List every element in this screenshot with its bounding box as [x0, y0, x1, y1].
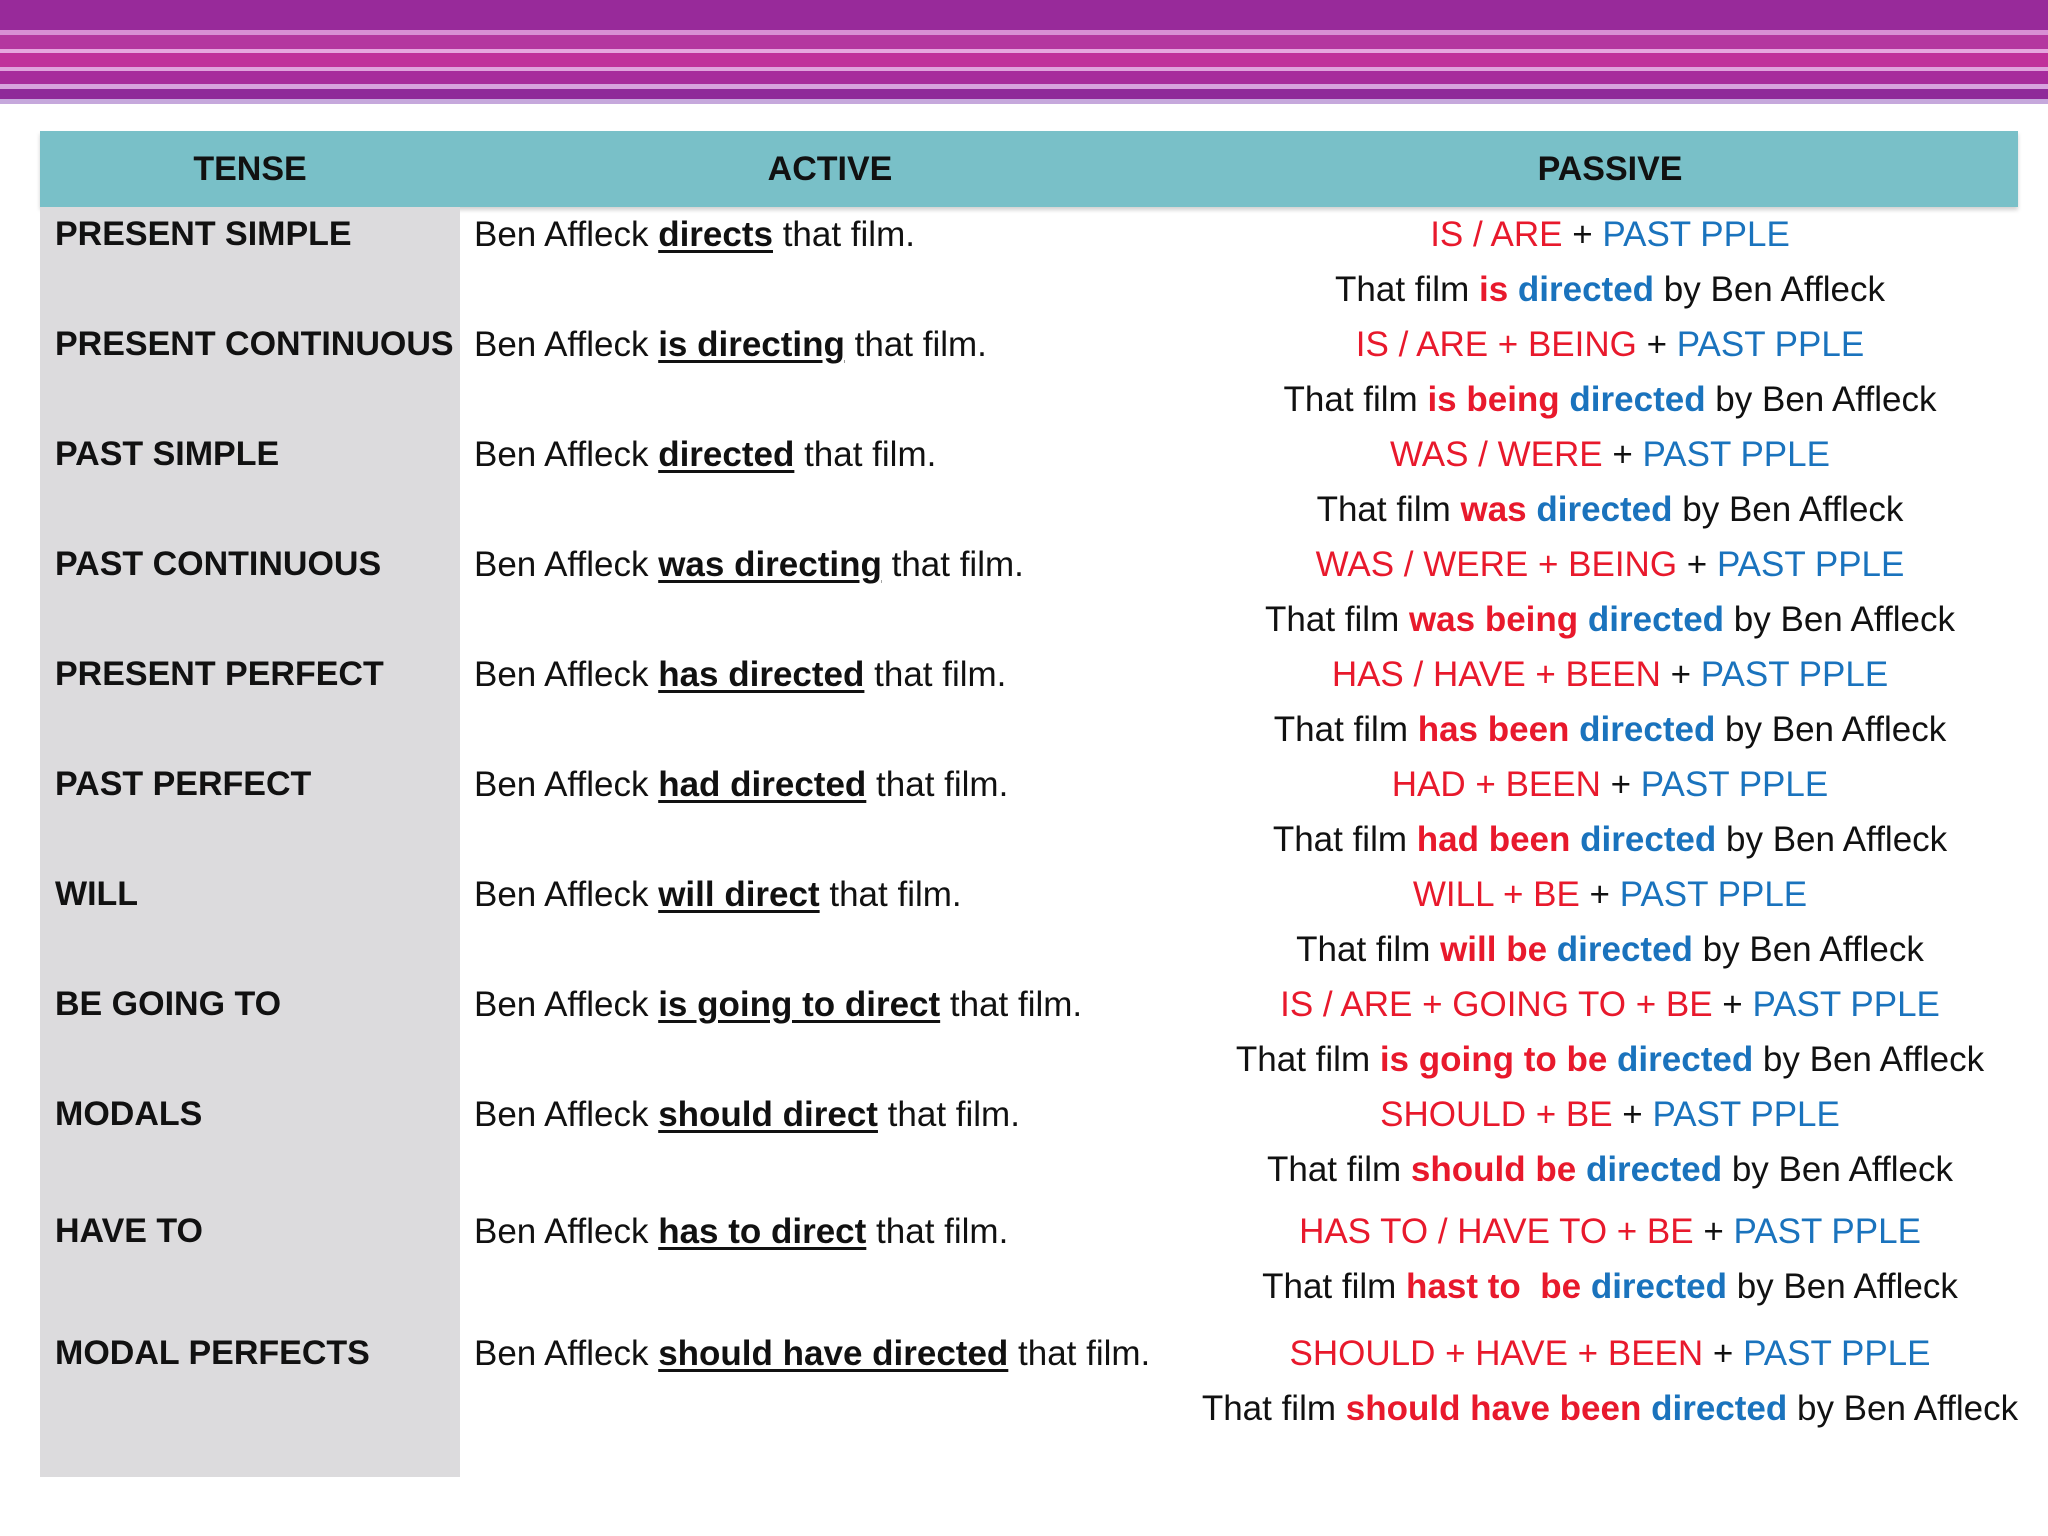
passive-cell — [1145, 977, 2048, 1087]
active-sentence — [474, 1204, 1154, 1259]
table-header — [40, 131, 2018, 207]
tense-name: WILL — [55, 875, 139, 913]
passive-formula — [1145, 317, 2048, 372]
passive-cell — [1145, 1204, 2048, 1314]
example-auxiliary: had been — [1416, 820, 1571, 859]
passive-example — [1145, 922, 2048, 977]
example-participle: directed — [1587, 600, 1725, 639]
active-object: that film. — [866, 765, 1009, 804]
tense-name: PRESENT SIMPLE — [55, 215, 352, 253]
header-tense: TENSE — [193, 150, 307, 188]
example-space — [1570, 820, 1580, 859]
tense-name: PRESENT CONTINUOUS — [55, 325, 454, 363]
active-object: that film. — [940, 985, 1083, 1024]
active-object: that film. — [877, 1095, 1020, 1134]
passive-formula — [1145, 867, 2048, 922]
passive-formula — [1145, 1326, 2048, 1381]
example-subject: That film — [1316, 490, 1461, 529]
formula-plus: + — [1579, 875, 1620, 914]
formula-plus: + — [1612, 1095, 1653, 1134]
active-object: that film. — [844, 325, 987, 364]
example-participle: directed — [1579, 710, 1716, 749]
active-verb: should direct — [658, 1095, 878, 1134]
passive-formula — [1145, 977, 2048, 1032]
passive-cell — [1145, 647, 2048, 757]
formula-auxiliary: HAD + BEEN — [1391, 765, 1601, 804]
active-sentence — [474, 537, 1154, 592]
active-subject: Ben Affleck — [474, 325, 659, 364]
active-sentence — [474, 977, 1154, 1032]
passive-cell — [1145, 317, 2048, 427]
formula-plus: + — [1600, 765, 1641, 804]
formula-plus: + — [1693, 1212, 1734, 1251]
example-auxiliary: was — [1460, 490, 1527, 529]
example-subject: That film — [1335, 270, 1479, 309]
passive-example — [1145, 812, 2048, 867]
passive-formula — [1145, 1087, 2048, 1142]
active-object: that film. — [881, 545, 1024, 584]
active-subject: Ben Affleck — [474, 765, 659, 804]
example-space — [1527, 490, 1537, 529]
active-sentence — [474, 1326, 1154, 1381]
example-space — [1576, 1150, 1586, 1189]
formula-participle: PAST PPLE — [1619, 875, 1808, 914]
example-agent: by Ben Affleck — [1705, 380, 1937, 419]
active-object: that film. — [819, 875, 962, 914]
passive-formula — [1145, 1204, 2048, 1259]
active-sentence — [474, 647, 1154, 702]
tense-name: MODAL PERFECTS — [55, 1334, 370, 1372]
passive-formula — [1145, 537, 2048, 592]
active-subject: Ben Affleck — [474, 1334, 659, 1373]
formula-auxiliary: IS / ARE — [1430, 215, 1563, 254]
example-space — [1569, 710, 1579, 749]
example-subject: That film — [1272, 820, 1417, 859]
example-agent: by Ben Affleck — [1753, 1040, 1985, 1079]
formula-auxiliary: SHOULD + HAVE + BEEN — [1289, 1334, 1704, 1373]
passive-example — [1145, 592, 2048, 647]
example-participle: directed — [1556, 930, 1693, 969]
passive-example — [1145, 702, 2048, 757]
header-active: ACTIVE — [767, 150, 893, 188]
active-subject: Ben Affleck — [474, 545, 659, 584]
example-auxiliary: is — [1478, 270, 1509, 309]
passive-formula — [1145, 427, 2048, 482]
example-auxiliary: will be — [1440, 930, 1548, 969]
example-subject: That film — [1296, 930, 1441, 969]
active-sentence — [474, 207, 1154, 262]
example-auxiliary: has been — [1417, 710, 1570, 749]
passive-cell — [1145, 1087, 2048, 1197]
active-subject: Ben Affleck — [474, 985, 659, 1024]
formula-participle: PAST PPLE — [1676, 325, 1865, 364]
active-sentence — [474, 317, 1154, 372]
tense-name: PAST CONTINUOUS — [55, 545, 382, 583]
formula-participle: PAST PPLE — [1640, 765, 1829, 804]
example-participle: directed — [1590, 1267, 1727, 1306]
tense-name: PAST SIMPLE — [55, 435, 280, 473]
formula-participle: PAST PPLE — [1752, 985, 1940, 1024]
formula-auxiliary: IS / ARE + BEING — [1355, 325, 1637, 364]
tense-name: MODALS — [55, 1095, 203, 1133]
formula-participle: PAST PPLE — [1716, 545, 1905, 584]
passive-formula — [1145, 207, 2048, 262]
passive-cell — [1145, 427, 2048, 537]
formula-plus: + — [1562, 215, 1603, 254]
example-agent: by Ben Affleck — [1724, 600, 1955, 639]
formula-plus: + — [1636, 325, 1677, 364]
example-agent: by Ben Affleck — [1726, 1267, 1958, 1306]
active-sentence — [474, 427, 1154, 482]
example-participle: directed — [1580, 820, 1717, 859]
active-verb: was directing — [658, 545, 882, 584]
example-auxiliary: hast to be — [1406, 1267, 1582, 1306]
example-agent: by Ben Affleck — [1672, 490, 1904, 529]
example-agent: by Ben Affleck — [1692, 930, 1924, 969]
example-auxiliary: was being — [1408, 600, 1579, 639]
active-subject: Ben Affleck — [474, 1095, 659, 1134]
formula-auxiliary: WAS / WERE + BEING — [1315, 545, 1678, 584]
formula-auxiliary: WILL + BE — [1412, 875, 1580, 914]
formula-auxiliary: SHOULD + BE — [1380, 1095, 1613, 1134]
example-subject: That film — [1201, 1389, 1346, 1428]
formula-auxiliary: HAS TO / HAVE TO + BE — [1299, 1212, 1694, 1251]
passive-example — [1145, 372, 2048, 427]
passive-cell — [1145, 207, 2048, 317]
formula-participle: PAST PPLE — [1642, 435, 1830, 474]
tense-name: BE GOING TO — [55, 985, 282, 1023]
example-space — [1607, 1040, 1617, 1079]
tense-table — [40, 131, 2018, 1477]
active-subject: Ben Affleck — [474, 435, 659, 474]
example-auxiliary: is going to be — [1379, 1040, 1608, 1079]
tense-name: PAST PERFECT — [55, 765, 312, 803]
formula-participle: PAST PPLE — [1652, 1095, 1840, 1134]
active-object: that film. — [794, 435, 937, 474]
active-verb: had directed — [658, 765, 867, 804]
passive-example — [1145, 482, 2048, 537]
formula-plus: + — [1660, 655, 1701, 694]
formula-auxiliary: WAS / WERE — [1390, 435, 1603, 474]
example-subject: That film — [1273, 710, 1418, 749]
example-subject: That film — [1262, 1267, 1407, 1306]
example-space — [1581, 1267, 1591, 1306]
passive-example — [1145, 262, 2048, 317]
active-object: that film. — [866, 1212, 1009, 1251]
active-verb: directed — [658, 435, 795, 474]
tense-name: PRESENT PERFECT — [55, 655, 384, 693]
active-verb: has to direct — [658, 1212, 867, 1251]
active-verb: should have directed — [658, 1334, 1009, 1373]
active-subject: Ben Affleck — [474, 875, 659, 914]
example-subject: That film — [1283, 380, 1428, 419]
example-participle: directed — [1517, 270, 1655, 309]
active-sentence — [474, 1087, 1154, 1142]
example-space — [1578, 600, 1588, 639]
example-participle: directed — [1569, 380, 1706, 419]
active-verb: is going to direct — [658, 985, 941, 1024]
example-agent: by Ben Affleck — [1715, 710, 1947, 749]
active-object: that film. — [772, 215, 915, 254]
passive-example — [1145, 1259, 2048, 1314]
example-subject: That film — [1235, 1040, 1380, 1079]
active-object: that film. — [1008, 1334, 1151, 1373]
example-agent: by Ben Affleck — [1654, 270, 1885, 309]
example-agent: by Ben Affleck — [1787, 1389, 2019, 1428]
active-verb: has directed — [658, 655, 865, 694]
passive-formula — [1145, 647, 2048, 702]
formula-participle: PAST PPLE — [1733, 1212, 1921, 1251]
example-participle: directed — [1536, 490, 1673, 529]
active-subject: Ben Affleck — [474, 1212, 659, 1251]
active-sentence — [474, 757, 1154, 812]
active-subject: Ben Affleck — [474, 655, 659, 694]
formula-participle: PAST PPLE — [1602, 215, 1790, 254]
active-verb: is directing — [658, 325, 845, 364]
passive-example — [1145, 1142, 2048, 1197]
active-object: that film. — [864, 655, 1007, 694]
active-subject: Ben Affleck — [474, 215, 659, 254]
formula-plus: + — [1677, 545, 1717, 584]
tense-name: HAVE TO — [55, 1212, 203, 1250]
passive-cell — [1145, 867, 2048, 977]
passive-formula — [1145, 757, 2048, 812]
formula-plus: + — [1712, 985, 1753, 1024]
tense-column-background — [40, 207, 460, 1477]
example-space — [1560, 380, 1570, 419]
example-subject: That film — [1267, 1150, 1411, 1189]
example-auxiliary: should have been — [1345, 1389, 1642, 1428]
example-agent: by Ben Affleck — [1722, 1150, 1953, 1189]
header-passive: PASSIVE — [1537, 150, 1683, 188]
example-space — [1508, 270, 1518, 309]
example-agent: by Ben Affleck — [1716, 820, 1948, 859]
active-verb: will direct — [658, 875, 820, 914]
example-participle: directed — [1617, 1040, 1754, 1079]
passive-example — [1145, 1032, 2048, 1087]
active-verb: directs — [658, 215, 773, 254]
example-space — [1547, 930, 1557, 969]
formula-auxiliary: HAS / HAVE + BEEN — [1331, 655, 1661, 694]
active-sentence — [474, 867, 1154, 922]
passive-example — [1145, 1381, 2048, 1436]
formula-participle: PAST PPLE — [1700, 655, 1889, 694]
example-space — [1641, 1389, 1651, 1428]
formula-plus: + — [1602, 435, 1643, 474]
decorative-banner — [0, 0, 2048, 108]
example-auxiliary: should be — [1410, 1150, 1577, 1189]
example-participle: directed — [1651, 1389, 1788, 1428]
formula-plus: + — [1703, 1334, 1744, 1373]
formula-auxiliary: IS / ARE + GOING TO + BE — [1280, 985, 1713, 1024]
formula-participle: PAST PPLE — [1743, 1334, 1931, 1373]
example-auxiliary: is being — [1427, 380, 1560, 419]
passive-cell — [1145, 537, 2048, 647]
example-subject: That film — [1265, 600, 1409, 639]
passive-cell — [1145, 1326, 2048, 1436]
passive-cell — [1145, 757, 2048, 867]
example-participle: directed — [1585, 1150, 1723, 1189]
